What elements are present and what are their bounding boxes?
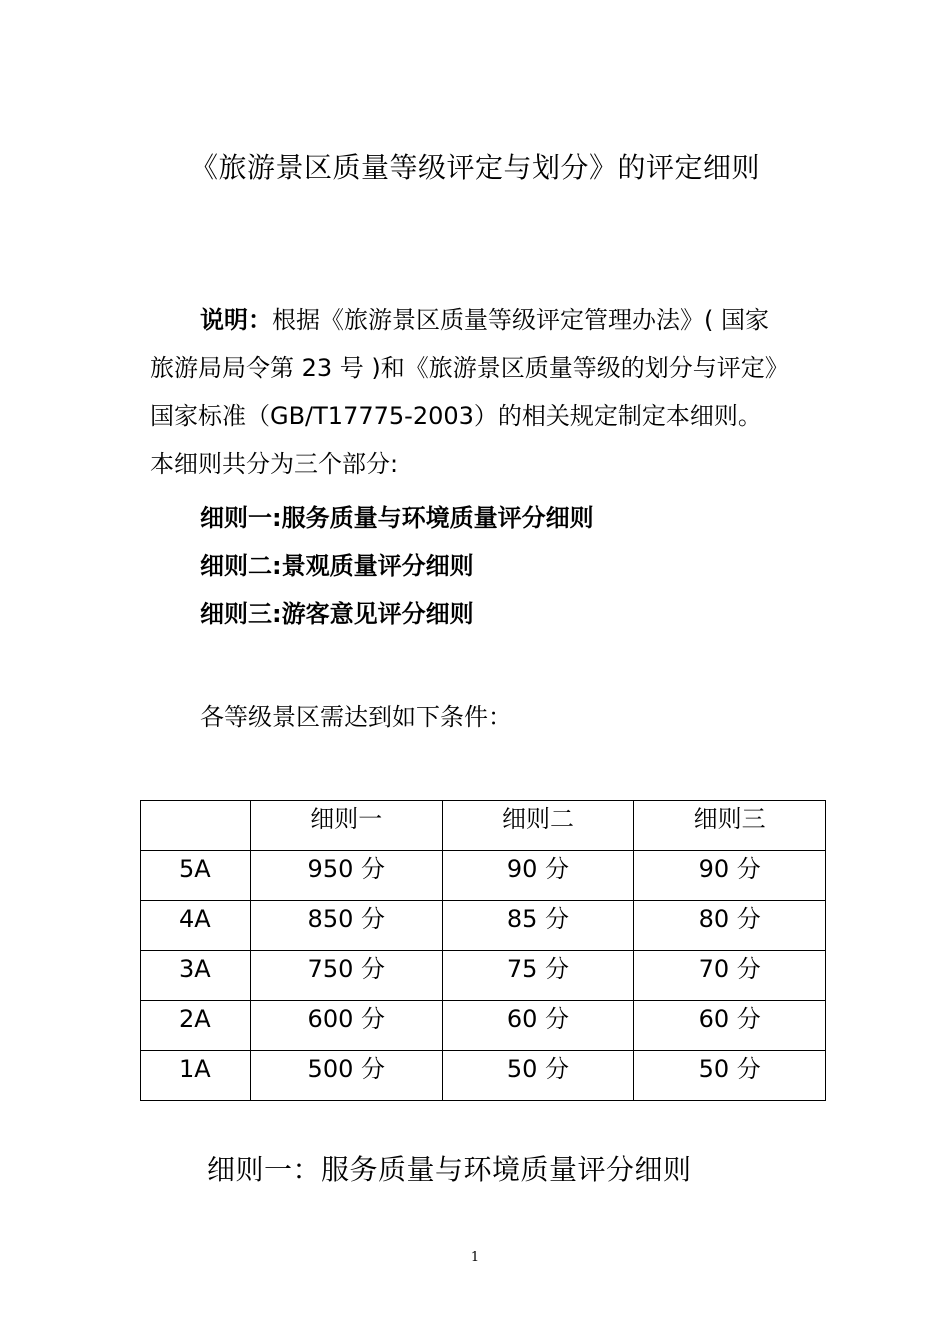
table-cell: 500 分 bbox=[250, 1051, 442, 1101]
table-cell-grade: 3A bbox=[141, 951, 251, 1001]
table-cell: 50 分 bbox=[634, 1051, 826, 1101]
intro-line-2: 旅游局局令第 23 号 )和《旅游景区质量等级的划分与评定》 bbox=[150, 354, 789, 382]
table-row bbox=[141, 1001, 826, 1051]
table-header-cell: 细则二 bbox=[442, 801, 634, 851]
table-cell: 75 分 bbox=[442, 951, 634, 1001]
section-heading: 细则一：服务质量与环境质量评分细则 bbox=[207, 1153, 692, 1186]
part-item-3: 细则三:游客意见评分细则 bbox=[200, 600, 474, 628]
table-cell-grade: 5A bbox=[141, 851, 251, 901]
table-cell: 750 分 bbox=[250, 951, 442, 1001]
intro-text-1: 根据《旅游景区质量等级评定管理办法》( 国家 bbox=[272, 306, 769, 334]
intro-line-1 bbox=[150, 296, 810, 344]
parts-list bbox=[200, 494, 594, 638]
table-header-cell: 细则一 bbox=[250, 801, 442, 851]
conditions-label: 各等级景区需达到如下条件： bbox=[200, 703, 512, 731]
intro-paragraph bbox=[150, 296, 810, 488]
table-header-cell: 细则三 bbox=[634, 801, 826, 851]
table-header-row bbox=[141, 801, 826, 851]
table-cell: 600 分 bbox=[250, 1001, 442, 1051]
table-cell-grade: 4A bbox=[141, 901, 251, 951]
intro-label: 说明： bbox=[200, 306, 272, 334]
grade-requirements-table bbox=[140, 800, 826, 1101]
table-row bbox=[141, 951, 826, 1001]
table-row bbox=[141, 851, 826, 901]
table-cell: 950 分 bbox=[250, 851, 442, 901]
part-item-2: 细则二:景观质量评分细则 bbox=[200, 552, 474, 580]
table-cell: 90 分 bbox=[634, 851, 826, 901]
table-row bbox=[141, 1051, 826, 1101]
document-title: 《旅游景区质量等级评定与划分》的评定细则 bbox=[189, 151, 760, 184]
table-header-cell bbox=[141, 801, 251, 851]
table-cell: 85 分 bbox=[442, 901, 634, 951]
table-cell-grade: 2A bbox=[141, 1001, 251, 1051]
intro-line-4: 本细则共分为三个部分: bbox=[150, 450, 399, 478]
table-cell: 850 分 bbox=[250, 901, 442, 951]
table-cell: 70 分 bbox=[634, 951, 826, 1001]
table-row bbox=[141, 901, 826, 951]
intro-line-3: 国家标准（GB/T17775-2003）的相关规定制定本细则。 bbox=[150, 402, 762, 430]
table-cell: 80 分 bbox=[634, 901, 826, 951]
table-cell-grade: 1A bbox=[141, 1051, 251, 1101]
table-cell: 60 分 bbox=[442, 1001, 634, 1051]
table-cell: 90 分 bbox=[442, 851, 634, 901]
table-cell: 60 分 bbox=[634, 1001, 826, 1051]
part-item-1: 细则一:服务质量与环境质量评分细则 bbox=[200, 504, 594, 532]
table-cell: 50 分 bbox=[442, 1051, 634, 1101]
page-number: 1 bbox=[470, 1250, 480, 1265]
